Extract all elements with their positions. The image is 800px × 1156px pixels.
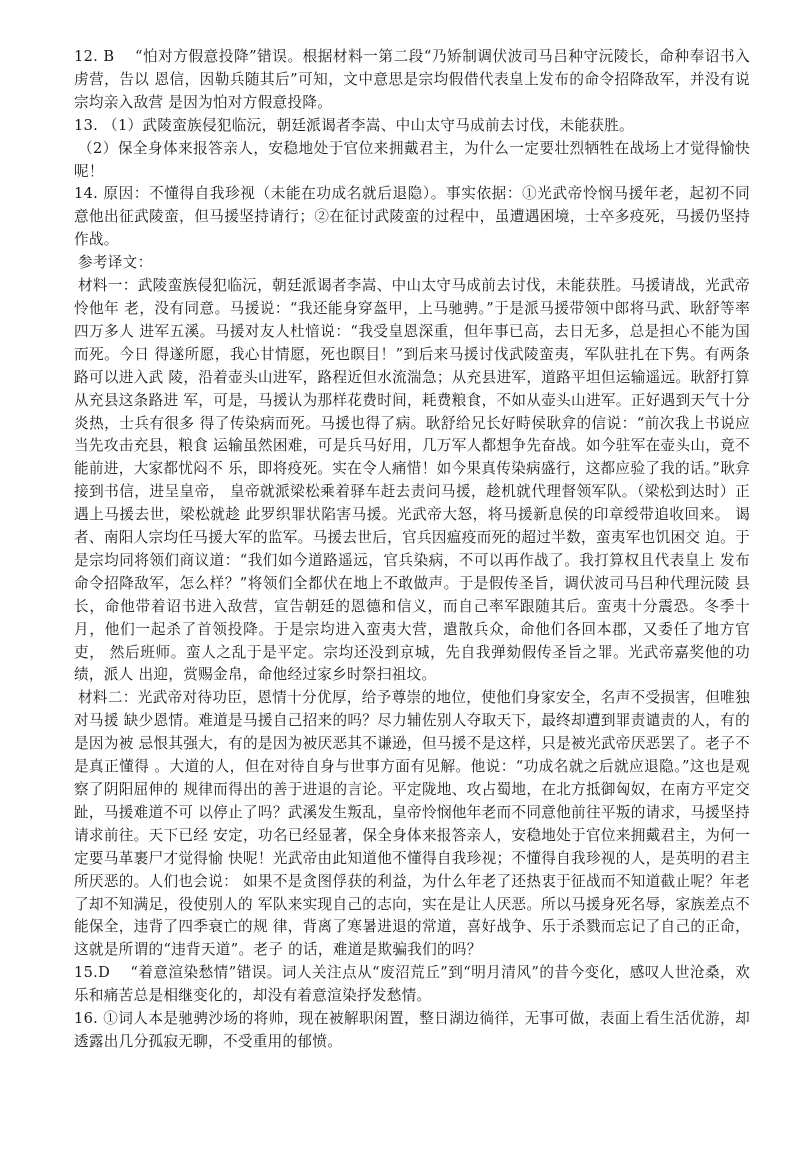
translation-material-1: 材料一：武陵蛮族侵犯临沅，朝廷派谒者李嵩、中山太守马成前去讨伐，未能获胜。马援请战，光武帝怜他年 老，没有同意。马援说：“我还能身穿盔甲，上马驰骋。”于是派马援带领中郎将马武、耿舒等率四万多人 进军五溪。马援对友人杜愔说：“我受皇恩深重，但年事已高，去日无多，总是担心不能为国而死。今日 得遂所愿，我心甘情愿，死也瞑目！”到后来马援讨伐武陵蛮夷，军队驻扎在下隽。有两条路可以进入武 陵，沿着壶头山进军，路程近但水流湍急；从充县进军，道路平坦但运输遥远。耿舒打算从充县这条路进 军，可是，马援认为那样花费时间，耗费粮食，不如从壶头山进军。正好遇到天气十分炎热，士兵有很多 得了传染病而死。马援也得了病。耿舒给兄长好畤侯耿弇的信说：“前次我上书说应当先攻击充县，粮食 运输虽然困难，可是兵马好用，几万军人都想争先奋战。如今驻军在壶头山，竟不能前进，大家都忧闷不 乐，即将疫死。实在令人痛惜！如今果真传染病盛行，这都应验了我的话。”耿弇接到书信，进呈皇帝， 皇帝就派梁松乘着驿车赶去责问马援，趁机就代理督领军队。（梁松到达时）正遇上马援去世，梁松就趁 此罗织罪状陷害马援。光武帝大怒，将马援新息侯的印章绶带追收回来。 谒者、南阳人宗均任马援大军的监军。马援去世后，官兵因瘟疫而死的超过半数，蛮夷军也饥困交 迫。于是宗均同将领们商议道：“我们如今道路遥远，官兵染病，不可以再作战了。我打算权且代表皇上 发布命令招降敌军，怎么样？”将领们全都伏在地上不敢做声。于是假传圣旨，调伏波司马吕种代理沅陵 县长，命他带着诏书进入敌营，宣告朝廷的恩德和信义，而自己率军跟随其后。蛮夷十分震恐。冬季十 月，他们一起杀了首领投降。于是宗均进入蛮夷大营，遣散兵众，命他们各回本郡，又委任了地方官吏， 然后班师。蛮人之乱于是平定。宗均还没到京城，先自我弹劾假传圣旨之罪。光武帝嘉奖他的功绩，派人 出迎，赏赐金帛，命他经过家乡时祭扫祖坟。 [74, 277, 750, 684]
answer-12: 12. B “怕对方假意投降”错误。根据材料一第二段“乃矫制调伏波司马吕种守沅陵长，命种奉诏书入虏营，告以 恩信，因勒兵随其后”可知，文中意思是宗均假借代表皇上发布的命令招降敌军，并没有说宗均亲入敌营 是因为怕对方假意投降。 [74, 48, 750, 111]
answer-13-1: 13. （1）武陵蛮族侵犯临沅，朝廷派谒者李嵩、中山太守马成前去讨伐，未能获胜。 [74, 116, 634, 134]
answer-15: 15.D “着意渲染愁情”错误。词人关注点从“废沼荒丘”到“明月清风”的昔今变化，感叹人世沧桑，欢乐和痛苦总是相继变化的，却没有着意渲染抒发愁情。 [74, 964, 750, 1005]
answer-13-2: （2）保全身体来报答亲人，安稳地处于官位来拥戴君主，为什么一定要壮烈牺牲在战场上才觉得愉快呢！ [74, 139, 750, 180]
translation-heading: 参考译文： [78, 254, 153, 272]
translation-material-2: 材料二：光武帝对待功臣，恩情十分优厚，给予尊崇的地位，使他们身家安全，名声不受损害，但唯独对马援 缺少恩情。难道是马援自己招来的吗？尽力辅佐别人夺取天下，最终却遭到罪责谴责的人，有的是因为被 忌恨其强大，有的是因为被厌恶其不谦逊，但马援不是这样，只是被光武帝厌恶罢了。老子不是真正懂得 。大道的人，但在对待自身与世事方面有见解。他说：“功成名就之后就应退隐。”这也是观察了阴阳屈伸的 规律而得出的善于进退的言论。平定陇地、攻占蜀地，在北方抵御匈奴，在南方平定交趾，马援难道不可 以停止了吗？武溪发生叛乱，皇帝怜悯他年老而不同意他前往平叛的请求，马援坚持请求前往。天下已经 安定，功名已经显著，保全身体来报答亲人，安稳地处于官位来拥戴君主，为何一定要马革裹尸才觉得愉 快呢！光武帝由此知道他不懂得自我珍视；不懂得自我珍视的人，是英明的君主所厌恶的。人们也会说： 如果不是贪图俘获的利益，为什么年老了还热衷于征战而不知道截止呢？年老了却不知满足，役使别人的 军队来实现自己的志向，实在是让人厌恶。所以马援身死名辱，家族差点不能保全，违背了四季衰亡的规 律，背离了寒暑进退的常道，喜好战争、乐于杀戮而忘记了自己的正命，这就是所谓的“违背天道”。老子 的话，难道是欺骗我们的吗？ [74, 689, 750, 959]
answer-16: 16. ①词人本是驰骋沙场的将帅，现在被解职闲置，整日湖边徜徉，无事可做，表面上看生活优游，却透露出几分孤寂无聊，不受重用的郁愤。 [74, 1010, 750, 1050]
answer-14: 14. 原因：不懂得自我珍视（未能在功成名就后退隐）。事实依据：①光武帝怜悯马援年老，起初不同意他出征武陵蛮，但马援坚持请行；②在征讨武陵蛮的过程中，虽遭遇困境，士卒多疫死，马援仍坚持作战。 [74, 185, 750, 249]
